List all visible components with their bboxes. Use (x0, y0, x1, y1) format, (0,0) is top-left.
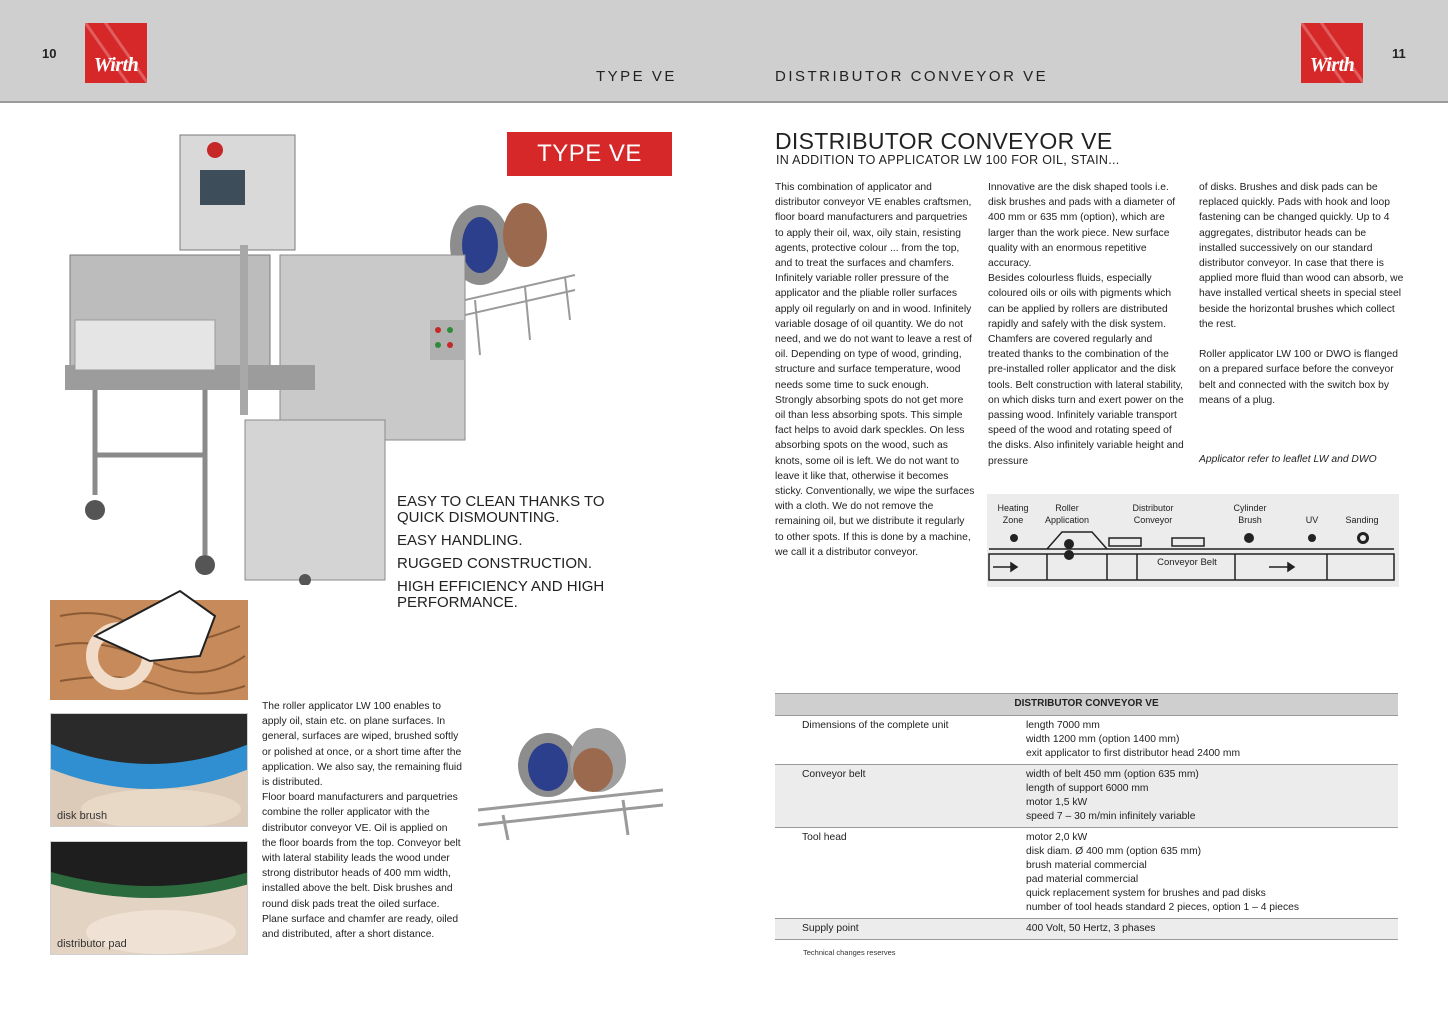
spec-label: Dimensions of the complete unit (775, 716, 1026, 765)
diagram-label-conveyor-belt: Conveyor Belt (1157, 557, 1217, 568)
spec-values (1026, 765, 1398, 828)
process-diagram (987, 494, 1399, 587)
wirth-logo-right (1301, 23, 1363, 83)
spec-values (1026, 919, 1398, 940)
spec-row (775, 919, 1398, 940)
spec-value: motor 2,0 kW (1026, 832, 1088, 843)
right-body-col3: of disks. Brushes and disk pads can be replaced quickly. Pads with hook and loop fastening can be changed quickly. Up to 4 aggregates, distributor heads can be installed successively on our standard distributor conveyor. In case that there is applied more fluid than wood can absorb, we have installed vertical sheets in special steel beside the horizontal brushes which collect the rest. Roller applicator LW 100 or DWO is flanged on a prepared surface before the conveyor belt and connected with the switch box by means of a plug. (1199, 182, 1404, 406)
page-number-right: 11 (1392, 46, 1406, 61)
logo-text: Wirth (93, 54, 139, 76)
photo-label: distributor pad (57, 938, 127, 950)
applicator-note: Applicator refer to leaflet LW and DWO (1199, 454, 1377, 465)
feature-item: RUGGED CONSTRUCTION. (397, 555, 592, 572)
diagram-label-distributor-conveyor: Distributor Conveyor (1132, 503, 1174, 525)
type-banner: TYPE VE (507, 132, 672, 176)
disk-brush-photo (50, 713, 248, 827)
spec-value: brush material commercial (1026, 860, 1147, 871)
spec-label: Conveyor belt (775, 765, 1026, 828)
spec-value: quick replacement system for brushes and pad disks (1026, 888, 1266, 899)
tool-heads-photo (473, 715, 668, 845)
feature-item: EASY HANDLING. (397, 532, 523, 549)
logo-text: Wirth (1309, 54, 1355, 76)
spec-value: pad material commercial (1026, 874, 1139, 885)
diagram-label-roller-application: Roller Application (1044, 503, 1090, 525)
diagram-label-heating-zone: Heating Zone (997, 503, 1029, 525)
spec-table (775, 693, 1398, 940)
wiping-illustration (50, 586, 248, 700)
diagram-label-cylinder-brush: Cylinder Brush (1233, 503, 1267, 525)
header-title-left: TYPE VE (596, 68, 677, 85)
spec-row (775, 716, 1398, 765)
spec-row (775, 828, 1398, 919)
spec-value: number of tool heads standard 2 pieces, option 1 – 4 pieces (1026, 902, 1300, 913)
spec-value: 400 Volt, 50 Hertz, 3 phases (1026, 923, 1156, 934)
page-number-left: 10 (42, 46, 57, 61)
spec-value: speed 7 – 30 m/min infinitely variable (1026, 811, 1196, 822)
spec-value: disk diam. Ø 400 mm (option 635 mm) (1026, 846, 1202, 857)
page-header (0, 0, 1448, 103)
wirth-logo-left (85, 23, 147, 83)
spec-value: width 1200 mm (option 1400 mm) (1026, 734, 1180, 745)
spec-table-heading: DISTRIBUTOR CONVEYOR VE (775, 694, 1398, 716)
spec-value: width of belt 450 mm (option 635 mm) (1026, 769, 1199, 780)
spec-label: Tool head (775, 828, 1026, 919)
diagram-label-sanding: Sanding (1345, 515, 1379, 525)
spec-value: length 7000 mm (1026, 720, 1100, 731)
spec-values (1026, 716, 1398, 765)
feature-item: EASY TO CLEAN THANKS TO QUICK DISMOUNTING. (397, 493, 605, 526)
feature-item: HIGH EFFICIENCY AND HIGH PERFORMANCE. (397, 578, 605, 611)
spec-value: motor 1,5 kW (1026, 797, 1088, 808)
header-title-right: DISTRIBUTOR CONVEYOR VE (775, 68, 1049, 85)
spec-value: exit applicator to first distributor head 2400 mm (1026, 748, 1241, 759)
spec-values (1026, 828, 1398, 919)
diagram-label-uv: UV (1305, 515, 1319, 525)
spec-footnote: Technical changes reserves (803, 948, 896, 957)
page-subtitle: IN ADDITION TO APPLICATOR LW 100 FOR OIL, STAIN... (776, 153, 1120, 167)
spec-row (775, 765, 1398, 828)
spec-table-header (775, 694, 1398, 716)
left-body-text: The roller applicator LW 100 enables to apply oil, stain etc. on plane surfaces. In general, surfaces are wiped, brushed softly or polished at once, or a short time after the application. We also say, the remaining fluid is distributed. Floor board manufacturers and parquetries combine the roller applicator with the distributor conveyor VE. Oil is applied on the floor boards from the top. Conveyor belt with lateral stability leads the wood under strong distributor heads of 400 mm width, installed above the belt. Disk brushes and round disk pads treat the oiled surface. Plane surface and chamfer are ready, oiled and distributed, after a short distance. (262, 701, 462, 941)
right-body-col2: Innovative are the disk shaped tools i.e. disk brushes and pads with a diameter of 400 mm or 635 mm (option), which are larger than the work piece. New surface quality with an enormous repetitive accuracy. Besides colourless fluids, especially coloured oils or oils with pigments which can be applied by rollers are distributed rapidly and safely with the disk system. Chamfers are covered regularly and treated thanks to the combination of the pre-installed roller applicator and the disk tools. Belt construction with lateral stability, on which disks turn and exert power on the passing wood. Infinitely variable transport speed of the wood and rotating speed of the disks. Also infinitely variable height and pressure (988, 182, 1184, 467)
page-title: DISTRIBUTOR CONVEYOR VE (775, 128, 1113, 154)
spec-label: Supply point (775, 919, 1026, 940)
feature-list (397, 494, 647, 618)
spec-value: length of support 6000 mm (1026, 783, 1149, 794)
photo-label: disk brush (57, 810, 108, 822)
right-body-col1: This combination of applicator and distributor conveyor VE enables craftsmen, floor board manufacturers and parquetries to apply their oil, wax, oily stain, resisting agents, protective colour ... from the top, and to treat the surfaces and chamfers. Infinitely variable roller pressure of the applicator and the pliable roller surfaces apply oil regularly on and in wood. Infinitely variable dosage of oil quantity. We do not need, and we do not want to leave a rest of oil. Depending on type of wood, grinding, structure and surface temperature, wood needs some time to suck enough. Strongly absorbing spots do not get more oil than less absorbing spots. This simple fact helps to avoid dark speckles. On less absorbing spots on the wood, such as knots, some oil is left. We do not want to leave it like that, otherwise it becomes sticky. Conventionally, we wipe the surfaces with a cloth. We do not remove the remaining oil, but we distribute it regularly to other spots. If this is done by a machine, we call it a distributor conveyor. (775, 182, 975, 558)
distributor-pad-photo (50, 841, 248, 955)
